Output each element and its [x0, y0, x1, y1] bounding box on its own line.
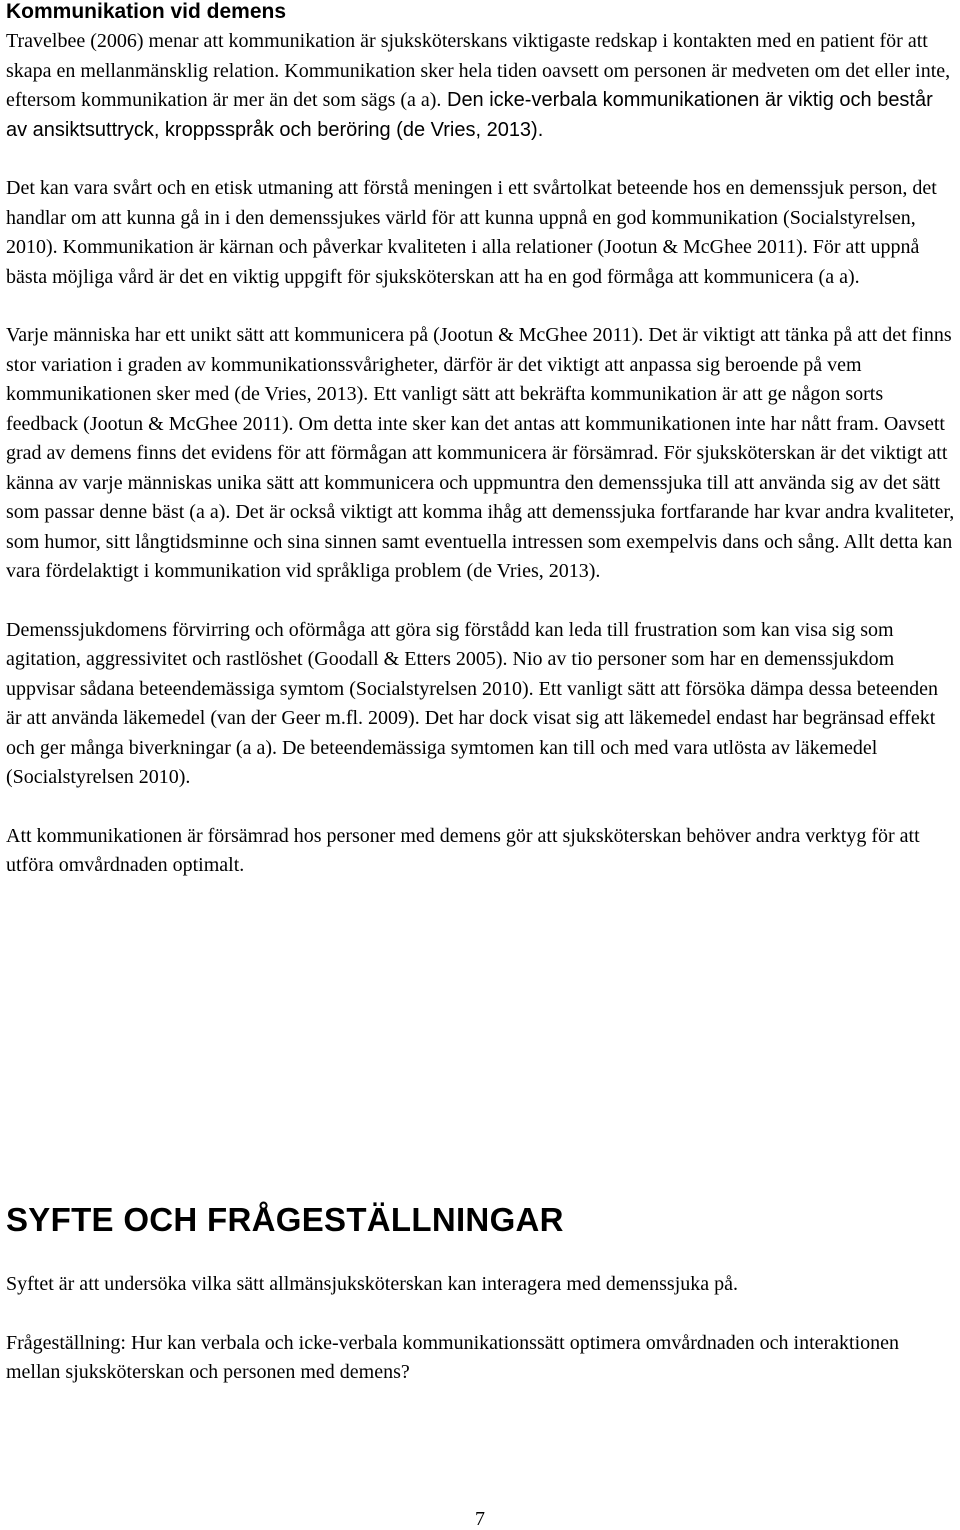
paragraph-ethical-challenge: Det kan vara svårt och en etisk utmaning att förstå meningen i ett svårtolkat beteende hos en demenssjuk person, det handlar om att kunna gå in i den demenssjukes värld för att kunna uppnå en god kommunikation (Socialstyrelsen, 2010). Kommunikation är kärnan och påverkar kvaliteten i alla relationer (Jootun & McGhee 2011). För att uppnå bästa möjliga vård är det en viktig uppgift för sjuksköterskan att ha en god förmåga att kommunicera (a a).: [6, 177, 937, 288]
page-number: 7: [475, 1508, 485, 1530]
chapter-heading: SYFTE OCH FRÅGESTÄLLNINGAR: [6, 1201, 564, 1238]
research-question: Frågeställning: Hur kan verbala och icke-verbala kommunikationssätt optimera omvårdnaden och interaktionen mellan sjuksköterskan och personen med demens?: [6, 1331, 900, 1383]
section-heading: Kommunikation vid demens: [6, 0, 287, 23]
paragraph-text-sans: Den icke-verbala kommunikationen är viktig och består av ansiktsuttryck, kroppsspråk och beröring (de Vries, 2013).: [6, 89, 933, 141]
document-body: [6, 0, 956, 881]
paragraph-unique-communication: Varje människa har ett unikt sätt att kommunicera på (Jootun & McGhee 2011). Det är viktigt att tänka på att det finns stor variation i graden av kommunikationssvårigheter, därför är det viktigt att anpassa sig beroende på vem kommunikationen sker med (de Vries, 2013). Ett vanligt sätt att bekräfta kommunikation är att ge någon sorts feedback (Jootun & McGhee 2011). Om detta inte sker kan det antas att kommunikationen inte har nått fram. Oavsett grad av demens finns det evidens för att förmågan att kommunicera är försämrad. För sjuksköterskan är det viktigt att känna av varje människas unika sätt att kommunicera och uppmuntra den demenssjuka till att använda sig av det sätt som passar denne bäst (a a). Det är också viktigt att komma ihåg att demenssjuka fortfarande har kvar andra kvaliteter, som humor, sitt långtidsminne och sina sinnen samt eventuella intressen som exempelvis dans och sång. Allt detta kan vara fördelaktigt i kommunikation vid språkliga problem (de Vries, 2013).: [6, 324, 955, 582]
aim-statement: Syftet är att undersöka vilka sätt allmänsjuksköterskan kan interagera med demenssjuka på.: [6, 1273, 739, 1295]
paragraph-communication-intro: [6, 27, 956, 145]
aims-section: [6, 1270, 956, 1388]
paragraph-tools-needed: Att kommunikationen är försämrad hos personer med demens gör att sjuksköterskan behöver andra verktyg för att utföra omvårdnaden optimalt.: [6, 824, 920, 876]
paragraph-dementia-symptoms: Demenssjukdomens förvirring och oförmåga att göra sig förstådd kan leda till frustration som kan visa sig som agitation, aggressivitet och rastlöshet (Goodall & Etters 2005). Nio av tio personer som har en demenssjukdom uppvisar sådana beteendemässiga symtom (Socialstyrelsen 2010). Ett vanligt sätt att försöka dämpa dessa beteenden är att använda läkemedel (van der Geer m.fl. 2009). Det har dock visat sig att läkemedel endast har begränsad effekt och ger många biverkningar (a a). De beteendemässiga symtomen kan till och med vara utlösta av läkemedel (Socialstyrelsen 2010).: [6, 618, 938, 788]
paragraph-text: Travelbee (2006) menar att kommunikation är sjuksköterskans viktigaste redskap i kontakten med en patient för att skapa en mellanmänsklig relation. Kommunikation sker hela tiden oavsett om personen är medveten om det eller inte, eftersom kommunikation är mer än det som sägs (a a).: [6, 30, 951, 111]
